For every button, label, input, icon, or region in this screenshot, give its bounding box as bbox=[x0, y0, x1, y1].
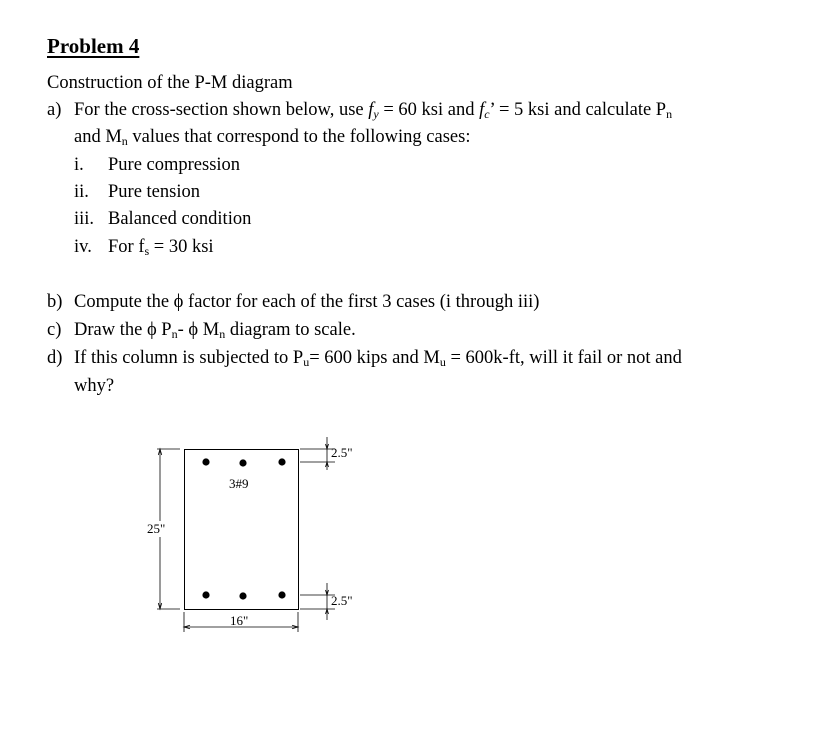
case-iv-number: iv. bbox=[74, 237, 92, 257]
part-b-text: Compute the ϕ factor for each of the first 3 cases (i through iii) bbox=[74, 292, 540, 312]
bottom-cover-dimension bbox=[300, 583, 335, 620]
part-c-text: Draw the ϕ $P_n-$ ϕ $M_n$ diagram to scale. bbox=[74, 320, 356, 341]
part-b-label: b) bbox=[47, 292, 63, 312]
top-cover-label: 2.5" bbox=[331, 445, 353, 460]
part-a-line-1: For the cross-section shown below, use $f_y = 60$ ksi and $f_c$’ = 5 ksi and calculate $P_n$ bbox=[74, 100, 673, 121]
case-i-number: i. bbox=[74, 155, 84, 175]
bottom-cover-label: 2.5" bbox=[331, 593, 353, 608]
rebar-label: 3#9 bbox=[229, 476, 249, 491]
case-iii-number: iii. bbox=[74, 209, 95, 229]
rebar-bottom-right bbox=[278, 591, 285, 598]
part-d-line-2: why? bbox=[74, 376, 115, 396]
rebar-bottom-middle bbox=[239, 592, 246, 599]
case-ii-number: ii. bbox=[74, 182, 89, 202]
problem-title: Problem 4 bbox=[47, 34, 140, 58]
part-a-line-2: and $M_n$ values that correspond to the following cases: bbox=[74, 127, 471, 148]
case-iv-text: For $f_s = 30$ ksi bbox=[108, 237, 214, 258]
intro-text: Construction of the P-M diagram bbox=[47, 73, 293, 93]
rebar-top-left bbox=[202, 458, 209, 465]
rebar-bottom-left bbox=[202, 591, 209, 598]
section-outline bbox=[185, 450, 299, 610]
top-cover-dimension bbox=[300, 437, 335, 470]
rebar-top-middle bbox=[239, 459, 246, 466]
case-iii-text: Balanced condition bbox=[108, 209, 252, 229]
part-c-label: c) bbox=[47, 320, 62, 340]
height-label: 25" bbox=[147, 521, 166, 536]
part-d-line-1: If this column is subjected to $P_u= 600$ kips and $M_u = 600k-ft$, will it fail or not and bbox=[74, 348, 682, 369]
rebar-top-right bbox=[278, 458, 285, 465]
width-label: 16" bbox=[230, 613, 249, 628]
part-d-label: d) bbox=[47, 348, 63, 368]
part-a-label: a) bbox=[47, 100, 62, 120]
case-i-text: Pure compression bbox=[108, 155, 241, 175]
case-ii-text: Pure tension bbox=[108, 182, 200, 202]
